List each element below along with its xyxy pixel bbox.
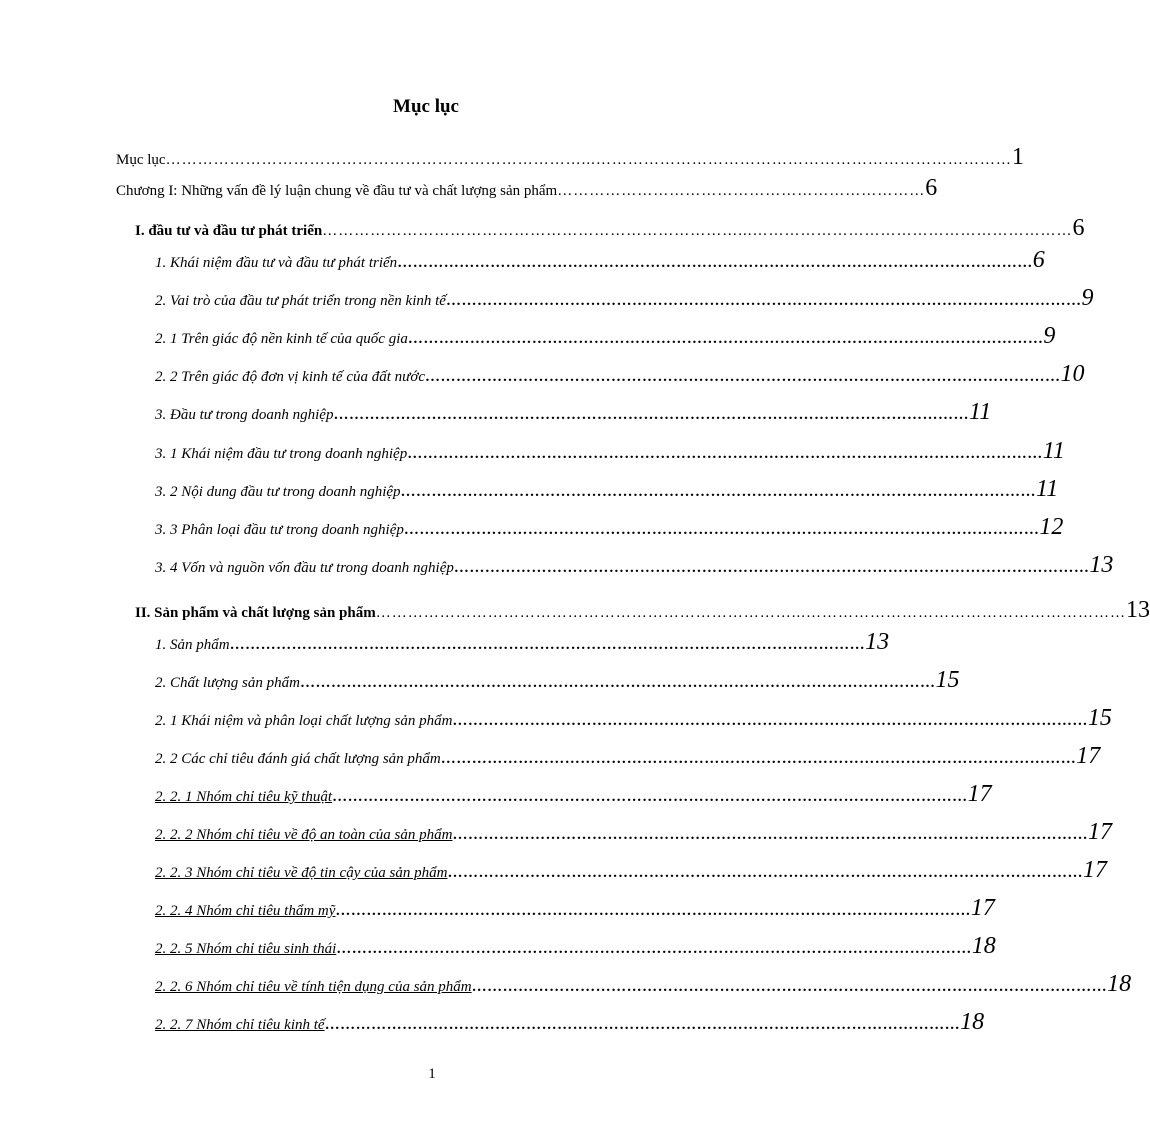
toc-leader-dots: …………………………………………………………… bbox=[557, 183, 926, 199]
toc-entry[interactable] bbox=[155, 667, 960, 693]
toc-leader-dots: …………………………………………………………………………………………………………… bbox=[445, 293, 1082, 309]
toc-entry-page: 13 bbox=[865, 629, 890, 655]
toc-entry-label: 2. 2. 5 Nhóm chỉ tiêu sinh thái bbox=[155, 941, 337, 957]
toc-entry-label: 2. 2. 6 Nhóm chỉ tiêu về tính tiện dụng của sản phẩm bbox=[155, 979, 472, 995]
toc-entry[interactable] bbox=[155, 629, 890, 655]
toc-entry[interactable] bbox=[155, 971, 1132, 997]
toc-entry[interactable] bbox=[116, 144, 1024, 170]
toc-entry-label: 2. 2. 7 Nhóm chỉ tiêu kinh tế bbox=[155, 1017, 325, 1033]
toc-entry-page: 6 bbox=[925, 175, 938, 201]
toc-entry-label: 2. 2. 1 Nhóm chỉ tiêu kỹ thuật bbox=[155, 789, 333, 805]
toc-entry-label: 2. 2. 4 Nhóm chỉ tiêu thẩm mỹ bbox=[155, 903, 336, 919]
toc-entry-label: 2. Vai trò của đầu tư phát triển trong nền kinh tế bbox=[155, 293, 446, 309]
toc-entry-label: Mục lục bbox=[116, 152, 166, 168]
toc-entry-page: 18 bbox=[1107, 971, 1132, 997]
toc-entry-page: 1 bbox=[1011, 144, 1024, 170]
toc-entry-label: 1. Sản phẩm bbox=[155, 637, 230, 653]
toc-entry[interactable] bbox=[155, 705, 1112, 731]
toc-entry-page: 10 bbox=[1060, 361, 1085, 387]
toc-entry-page: 9 bbox=[1043, 323, 1056, 349]
toc-entry-page: 13 bbox=[1089, 552, 1114, 578]
toc-entry-label: I. đầu tư và đầu tư phát triển bbox=[135, 223, 323, 239]
toc-leader-dots: …………………………………………………………………………………………………………… bbox=[440, 751, 1077, 767]
toc-leader-dots: ……………………………………………………………………...…………………………………………………… bbox=[322, 223, 1073, 239]
toc-leader-dots: …………………………………………………………………………………………………………… bbox=[453, 560, 1090, 576]
toc-entry[interactable] bbox=[155, 857, 1107, 883]
toc-entry-page: 15 bbox=[1087, 705, 1112, 731]
toc-entry-label: 2. Chất lượng sản phẩm bbox=[155, 675, 300, 691]
toc-entry-page: 17 bbox=[1076, 743, 1101, 769]
toc-entry-page: 17 bbox=[1087, 819, 1112, 845]
toc-entry[interactable] bbox=[135, 597, 1150, 623]
toc-entry-page: 11 bbox=[1036, 476, 1059, 502]
toc-entry[interactable] bbox=[155, 247, 1045, 273]
toc-entry-label: Chương I: Những vấn đề lý luận chung về đầu tư và chất lượng sản phẩm bbox=[116, 183, 558, 199]
toc-entry[interactable] bbox=[116, 175, 938, 201]
page-number: 1 bbox=[428, 1066, 436, 1082]
toc-leader-dots: …………………………………………………………………………………………………………… bbox=[403, 522, 1040, 538]
toc-entry-label: 3. 1 Khái niệm đầu tư trong doanh nghiệp bbox=[155, 446, 408, 462]
toc-entry[interactable] bbox=[155, 361, 1085, 387]
toc-entry-label: 2. 2 Các chỉ tiêu đánh giá chất lượng sản phẩm bbox=[155, 751, 441, 767]
toc-entry-label: II. Sản phẩm và chất lượng sản phẩm bbox=[135, 605, 376, 621]
toc-entry-page: 6 bbox=[1072, 215, 1085, 241]
toc-entry-page: 11 bbox=[968, 399, 992, 425]
toc-leader-dots: …………………………………………………………………………………………………………… bbox=[400, 484, 1037, 500]
toc-leader-dots: …………………………………………………………………………………………………………… bbox=[407, 446, 1043, 462]
toc-entry-page: 15 bbox=[935, 667, 960, 693]
toc-leader-dots: …………………………………………………………………………………………………………… bbox=[332, 789, 968, 805]
page-title: Mục lục bbox=[393, 96, 459, 117]
toc-entry[interactable] bbox=[155, 552, 1114, 578]
toc-entry-page: 13 bbox=[1125, 597, 1150, 623]
toc-entry-page: 12 bbox=[1039, 514, 1064, 540]
toc-entry[interactable] bbox=[155, 1009, 985, 1035]
toc-leader-dots: …………………………………………………………………………………………………………… bbox=[333, 407, 969, 423]
toc-leader-dots: …………………………………………………………………………………………………………… bbox=[229, 637, 866, 653]
toc-entry[interactable] bbox=[155, 781, 992, 807]
toc-leader-dots: …………………………………………………………………………………………………………… bbox=[335, 903, 971, 919]
toc-entry[interactable] bbox=[135, 215, 1085, 241]
toc-leader-dots: ……………………………………………………………………...…………………………………………………………………… bbox=[165, 152, 1012, 168]
toc-entry-page: 18 bbox=[971, 933, 996, 959]
toc-entry-page: 17 bbox=[967, 781, 992, 807]
toc-entry[interactable] bbox=[155, 438, 1065, 464]
toc-leader-dots: …………………………………………………………………………………………………………… bbox=[336, 941, 972, 957]
toc-leader-dots: …………………………………………………………………………………………………………… bbox=[397, 255, 1033, 271]
toc-leader-dots: …………………………………………………………………………………………………………… bbox=[407, 331, 1044, 347]
toc-entry-label: 2. 2. 3 Nhóm chỉ tiêu về độ tin cậy của sản phẩm bbox=[155, 865, 448, 881]
toc-entry-label: 3. 2 Nội dung đầu tư trong doanh nghiệp bbox=[155, 484, 401, 500]
toc-entry[interactable] bbox=[155, 323, 1056, 349]
toc-entry-label: 2. 2 Trên giác độ đơn vị kinh tế của đất nước bbox=[155, 369, 425, 385]
toc-entry[interactable] bbox=[155, 895, 995, 921]
toc-leader-dots: …………………………………………………………………………………………………………… bbox=[324, 1017, 961, 1033]
toc-entry-label: 3. 3 Phân loại đầu tư trong doanh nghiệp bbox=[155, 522, 404, 538]
toc-entry[interactable] bbox=[155, 514, 1064, 540]
toc-leader-dots: …………………………………………………………………………………………………………… bbox=[471, 979, 1108, 995]
toc-entry-page: 17 bbox=[970, 895, 995, 921]
toc-entry-page: 11 bbox=[1042, 438, 1065, 464]
toc-entry-label: 3. 4 Vốn và nguồn vốn đầu tư trong doanh nghiệp bbox=[155, 560, 454, 576]
toc-leader-dots: …………………………………………………………………………………………………………… bbox=[452, 713, 1088, 729]
toc-leader-dots: …………………………………………………………………………………………………………… bbox=[425, 369, 1061, 385]
toc-entry-page: 18 bbox=[960, 1009, 985, 1035]
toc-entry-label: 2. 1 Trên giác độ nền kinh tế của quốc gia bbox=[155, 331, 408, 347]
toc-entry[interactable] bbox=[155, 285, 1094, 311]
toc-entry-page: 17 bbox=[1082, 857, 1107, 883]
toc-entry[interactable] bbox=[155, 476, 1059, 502]
toc-leader-dots: ……………………………………………………………………...…………………………………………………… bbox=[375, 605, 1126, 621]
toc-entry[interactable] bbox=[155, 399, 992, 425]
toc-entry-label: 1. Khái niệm đầu tư và đầu tư phát triển bbox=[155, 255, 398, 271]
toc-entry-label: 2. 2. 2 Nhóm chỉ tiêu về độ an toàn của sản phẩm bbox=[155, 827, 453, 843]
toc-entry-page: 6 bbox=[1032, 247, 1045, 273]
toc-entry-page: 9 bbox=[1081, 285, 1094, 311]
toc-entry[interactable] bbox=[155, 819, 1112, 845]
toc-leader-dots: …………………………………………………………………………………………………………… bbox=[452, 827, 1088, 843]
toc-entry[interactable] bbox=[155, 933, 996, 959]
toc-leader-dots: …………………………………………………………………………………………………………… bbox=[299, 675, 936, 691]
toc-leader-dots: …………………………………………………………………………………………………………… bbox=[447, 865, 1083, 881]
toc-entry-label: 2. 1 Khái niệm và phân loại chất lượng sản phẩm bbox=[155, 713, 453, 729]
toc-entry[interactable] bbox=[155, 743, 1101, 769]
toc-entry-label: 3. Đầu tư trong doanh nghiệp bbox=[155, 407, 334, 423]
